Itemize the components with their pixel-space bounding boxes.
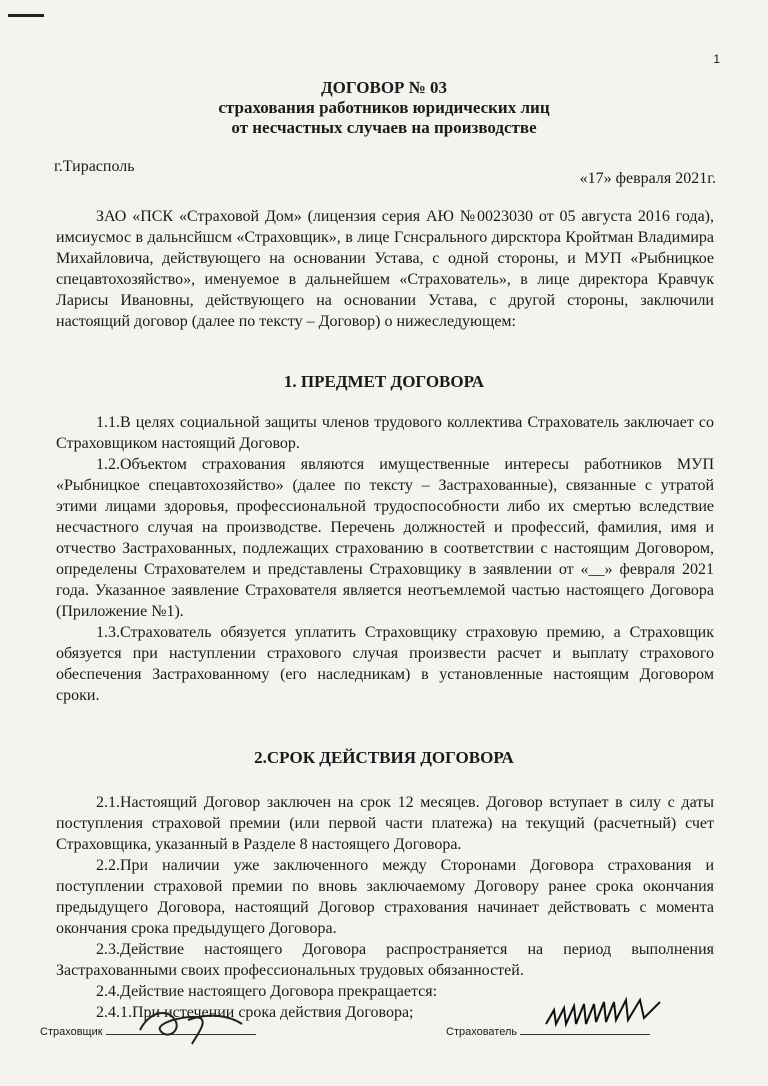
contract-place: г.Тирасполь <box>54 158 135 175</box>
contract-date: «17» февраля 2021г. <box>579 170 716 187</box>
section-2-body <box>56 792 714 1023</box>
section-1-heading: 1. ПРЕДМЕТ ДОГОВОРА <box>283 372 485 391</box>
policyholder-signature <box>540 990 670 1038</box>
clause-2-1: 2.1.Настоящий Договор заключен на срок 12 месяцев. Договор вступает в силу с даты поступления страховой премии (или первой части платежа) на текущий (расчетный) счет Страховщика, указанный в Разделе 8 настоящего Договора. <box>56 794 714 853</box>
clause-2-4-1: 2.4.1.При истечении срока действия Договора; <box>96 1004 414 1021</box>
clause-1-3: 1.3.Страхователь обязуется уплатить Страховщику страховую премию, а Страховщик обязуется при наступлении страхового случая произвести расчет и выплату страхового обеспечения Застрахованному (его наследникам) в установленные настоящим Договором сроки. <box>56 624 714 704</box>
clause-1-2: 1.2.Объектом страхования являются имущественные интересы работников МУП «Рыбницкое спецавтохозяйство» (далее по тексту – Застрахованные), связанные с утратой этими лицами здоровья, профессиональной трудоспособности либо их смертью вследствие несчастного случая на производстве. Перечень должностей и профессий, фамилия, имя и отчество Застрахованных, подлежащих страхованию в соответствии с настоящим Договором, определены Страхователем и представлены Страховщику в заявлении от «__» февраля 2021 года. Указанное заявление Страхователя является неотъемлемой частью настоящего Договора (Приложение №1). <box>56 456 714 620</box>
section-1-body <box>56 412 714 706</box>
insurer-signature <box>130 1000 250 1048</box>
clause-1-1: 1.1.В целях социальной защиты членов трудового коллектива Страхователь заключает со Страховщиком настоящий Договор. <box>56 414 714 452</box>
scan-mark <box>8 14 44 17</box>
page-number: 1 <box>713 52 720 66</box>
section-2-heading: 2.СРОК ДЕЙСТВИЯ ДОГОВОРА <box>254 748 514 767</box>
contract-title: ДОГОВОР № 03 <box>320 78 448 97</box>
clause-2-4: 2.4.Действие настоящего Договора прекращается: <box>96 983 438 1000</box>
insurer-label: Страховщик <box>40 1026 103 1038</box>
policyholder-label: Страхователь <box>446 1026 518 1038</box>
preamble-paragraph: ЗАО «ПСК «Страховой Дом» (лицензия серия АЮ №0023030 от 05 августа 2016 года), имсиусмос в дальнсйшсм «Страховщик», в лице Гснсрального дирсктора Кройтман Владимира Михайловича, действующего на основании Устава, с одной стороны, и МУП «Рыбницкое спецавтохозяйство», именуемое в дальнейшем «Страхователь», в лице директора Кравчук Ларисы Ивановны, действующего на основании Устава, с другой стороны, заключили настоящий договор (далее по тексту – Договор) о нижеследующем: <box>56 208 714 330</box>
contract-subtitle-1: страхования работников юридических лиц <box>218 98 550 117</box>
preamble-block <box>56 206 714 332</box>
clause-2-2: 2.2.При наличии уже заключенного между Сторонами Договора страхования и поступлении страховой премии по вновь заключаемому Договору ранее срока окончания предыдущего Договора, настоящий Договор страхования начинает действовать с момента окончания срока предыдущего Договора. <box>56 857 714 937</box>
clause-2-3: 2.3.Действие настоящего Договора распространяется на период выполнения Застрахованными своих профессиональных трудовых обязанностей. <box>56 941 714 979</box>
contract-subtitle-2: от несчастных случаев на производстве <box>231 118 537 137</box>
